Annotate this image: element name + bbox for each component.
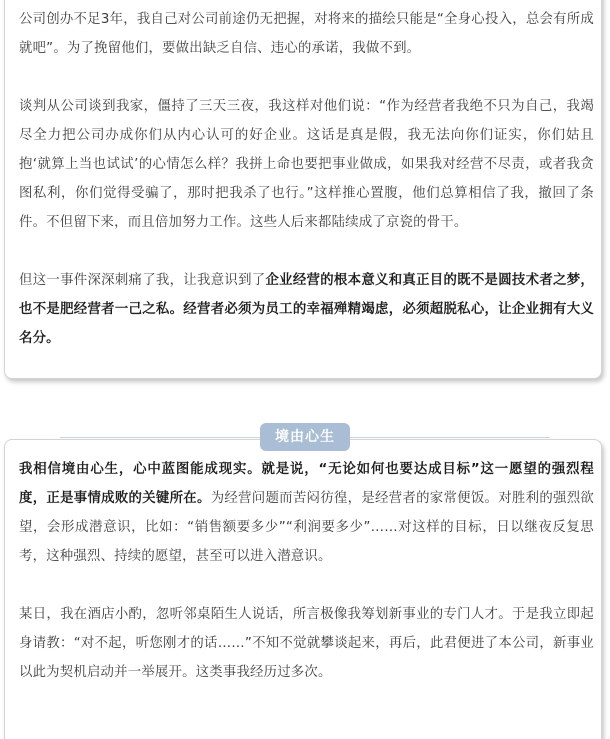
bold-emphasis: 我相信境由心生，心中蓝图能成现实。就是说，“无论如何也要达成目标”这一愿望的强烈程度，正是事情成败的关键所在。 — [19, 462, 594, 506]
paragraph-mind-creates — [5, 455, 594, 571]
paragraph-negotiation — [5, 92, 594, 237]
article-card-bottom — [4, 439, 602, 739]
section-divider-right — [350, 437, 550, 438]
section-tag-label: 境由心生 — [260, 423, 350, 451]
paragraph-hotel-encounter — [5, 600, 594, 687]
bold-emphasis: 企业经营的根本意义和真正目的既不是圆技术者之梦，也不是肥经营者一己之私。经营者必须为员工的幸福殚精竭虑，必须超脱私心，让企业拥有大义名分。 — [19, 273, 594, 346]
paragraph-text: 某日，我在酒店小酌，忽听邻桌陌生人说话，所言极像我筹划新事业的专门人才。于是我立即起身请教：“对不起，听您刚才的话……”不知不觉就攀谈起来，再后，此君便进了本公司，新事业以此为契机启动并一举展开。这类事我经历过多次。 — [19, 607, 594, 680]
paragraph-realization — [5, 266, 594, 353]
section-divider-left — [60, 437, 260, 438]
paragraph-text: 但这一事件深深刺痛了我，让我意识到了 — [19, 273, 266, 288]
paragraph-text: 谈判从公司谈到我家，僵持了三天三夜，我这样对他们说：“作为经营者我绝不只为自己，我竭尽全力把公司办成你们从内心认可的好企业。这话是真是假，我无法向你们证实，你们姑且抱‘就算上当也试试’的心情怎么样？我拼上命也要把事业做成，如果我对经营不尽责，或者我贪图私利，你们觉得受骗了，那时把我杀了也行。”这样推心置腹，他们总算相信了我，撤回了条件。不但留下来，而且倍加努力工作。这些人后来都陆续成了京瓷的骨干。 — [19, 99, 594, 230]
paragraph-company-founding — [5, 5, 594, 63]
paragraph-text: 为经营问题而苦闷彷徨，是经营者的家常便饭。对胜利的强烈欲望，会形成潜意识，比如：“销售额要多少”“利润要多少”……对这样的目标，日以继夜反复思考，这种强烈、持续的愿望，甚至可以进入潜意识。 — [19, 491, 594, 564]
paragraph-text: 公司创办不足3年，我自己对公司前途仍无把握，对将来的描绘只能是“全身心投入，总会有所成就吧”。为了挽留他们，要做出缺乏自信、违心的承诺，我做不到。 — [19, 12, 594, 56]
article-card-top — [4, 0, 602, 379]
